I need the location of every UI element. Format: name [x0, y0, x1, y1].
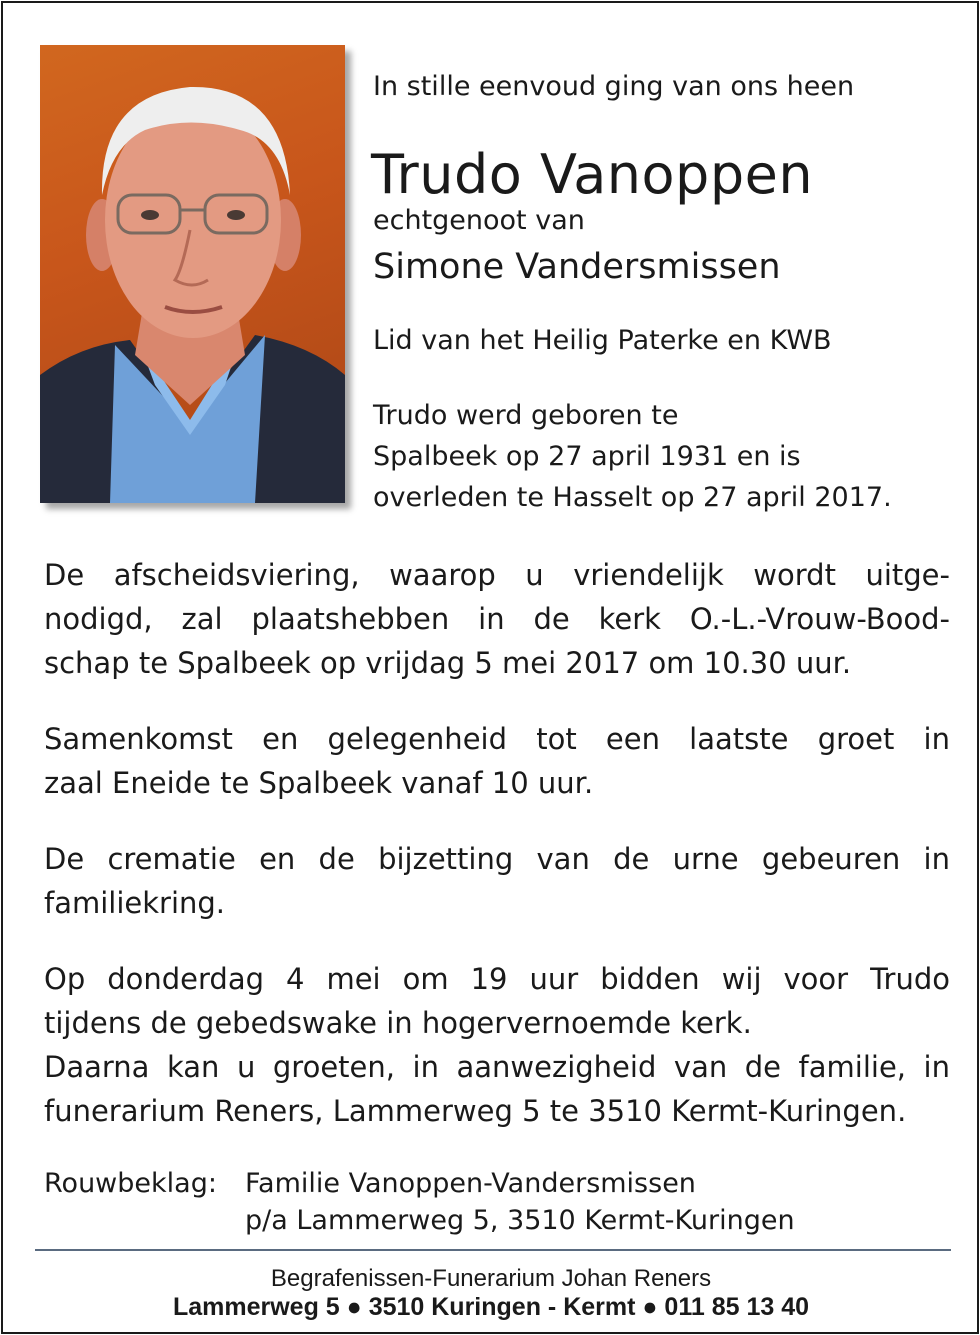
paragraph-line: Daarna kan u groeten, in aanwezigheid van de familie, in [44, 1050, 950, 1084]
condolences-line: p/a Lammerweg 5, 3510 Kermt-Kuringen [245, 1205, 795, 1236]
portrait-illustration [40, 45, 345, 503]
paragraph-line: funerarium Reners, Lammerweg 5 te 3510 Kermt-Kuringen. [44, 1094, 907, 1128]
wake-paragraph [44, 957, 950, 1133]
gathering-paragraph [44, 717, 950, 805]
paragraph-line: schap te Spalbeek op vrijdag 5 mei 2017 om 10.30 uur. [44, 646, 852, 680]
deceased-name: Trudo Vanoppen [371, 143, 814, 206]
paragraph-line: familiekring. [44, 886, 226, 920]
condolences-line: Familie Vanoppen-Vandersmissen [245, 1168, 696, 1199]
bio-line: Trudo werd geboren te [373, 400, 679, 431]
obituary-card [1, 1, 979, 1334]
funeral-home-name: Begrafenissen-Funerarium Johan Reners [270, 1265, 712, 1292]
cremation-paragraph [44, 837, 950, 925]
spouse-name: Simone Vandersmissen [373, 247, 781, 287]
paragraph-line: De crematie en de bijzetting van de urne gebeuren in [44, 842, 950, 876]
paragraph-line: zaal Eneide te Spalbeek vanaf 10 uur. [44, 766, 594, 800]
condolences-label: Rouwbeklag: [44, 1168, 217, 1199]
paragraph-line: Op donderdag 4 mei om 19 uur bidden wij voor Trudo [44, 962, 950, 996]
bio-line: overleden te Hasselt op 27 april 2017. [373, 482, 892, 513]
paragraph-line: Samenkomst en gelegenheid tot een laatste groet in [44, 722, 950, 756]
membership-text: Lid van het Heilig Paterke en KWB [373, 325, 832, 356]
condolences-address [245, 1165, 795, 1239]
paragraph-line: De afscheidsviering, waarop u vriendelijk wordt uitge- [44, 558, 950, 592]
intro-text: In stille eenvoud ging van ons heen [373, 71, 855, 102]
paragraph-line: tijdens de gebedswake in hogervernoemde kerk. [44, 1006, 752, 1040]
bio-line: Spalbeek op 27 april 1931 en is [373, 441, 801, 472]
paragraph-line: nodigd, zal plaatshebben in de kerk O.-L.-Vrouw-Bood- [44, 602, 950, 636]
ceremony-paragraph [44, 553, 950, 685]
footer-divider [35, 1249, 951, 1251]
bio-block [373, 395, 963, 518]
spouse-label: echtgenoot van [373, 205, 585, 236]
funeral-home-contact: Lammerweg 5 ● 3510 Kuringen - Kermt ● 011 85 13 40 [172, 1293, 810, 1321]
portrait-photo [40, 45, 345, 503]
